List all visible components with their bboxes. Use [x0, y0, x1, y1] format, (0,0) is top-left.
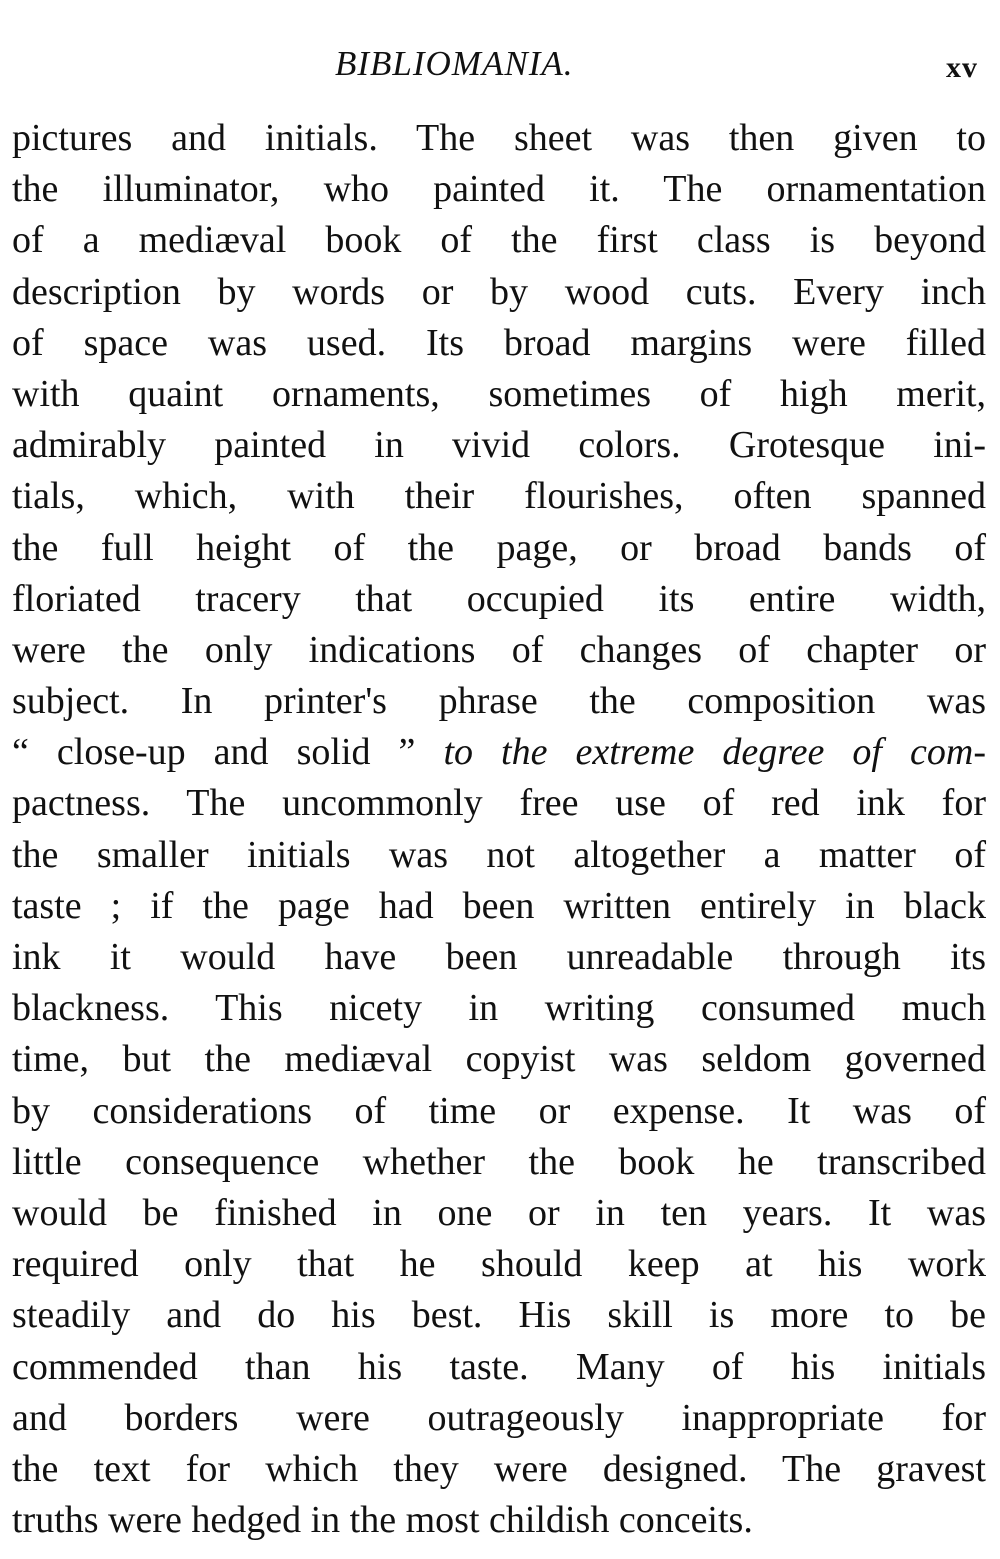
text-line-25: commended than his taste. Many of his initials: [12, 1345, 986, 1388]
text-line-6: with quaint ornaments, sometimes of high merit,: [12, 372, 986, 415]
text-line-11: were the only indications of changes of chapter or: [12, 628, 986, 671]
italic-phrase: to the extreme degree of com-: [443, 731, 986, 774]
text-line-26: and borders were outrageously inappropriate for: [12, 1396, 986, 1439]
text-line-20: by considerations of time or expense. It was of: [12, 1089, 986, 1132]
text-line-19: time, but the mediæval copyist was seldom governed: [12, 1038, 986, 1081]
page-number: xv: [946, 51, 978, 84]
running-title: BIBLIOMANIA.: [335, 44, 574, 83]
text-line-24: steadily and do his best. His skill is more to be: [12, 1294, 986, 1337]
text-line-14: pactness. The uncommonly free use of red ink for: [12, 782, 986, 825]
text-line-16: taste ; if the page had been written entirely in black: [12, 884, 986, 927]
text-line-17: ink it would have been unreadable through its: [12, 936, 986, 978]
text-line-15: the smaller initials was not altogether a matter of: [12, 833, 986, 876]
text-line-8: tials, which, with their flourishes, often spanned: [12, 475, 986, 518]
text-line-22: would be finished in one or in ten years. It was: [12, 1191, 986, 1234]
text-line-9: the full height of the page, or broad bands of: [12, 526, 986, 569]
quoted-phrase: “ close-up and solid ”: [12, 731, 444, 774]
text-line-13: [12, 727, 986, 778]
running-head: [0, 44, 1000, 94]
text-line-21: little consequence whether the book he transcribed: [12, 1140, 986, 1183]
text-line-1: pictures and initials. The sheet was then given to: [12, 117, 986, 159]
text-line-7: admirably painted in vivid colors. Grotesque ini-: [12, 424, 986, 467]
text-line-5: of space was used. Its broad margins were filled: [12, 321, 986, 364]
text-line-23: required only that he should keep at his work: [12, 1243, 986, 1286]
text-line-18: blackness. This nicety in writing consumed much: [12, 987, 986, 1030]
text-line-28: truths were hedged in the most childish conceits.: [12, 1499, 753, 1542]
text-line-4: description by words or by wood cuts. Every inch: [12, 270, 986, 313]
text-line-10: floriated tracery that occupied its entire width,: [12, 577, 986, 620]
text-line-3: of a mediæval book of the first class is beyond: [12, 219, 986, 262]
text-line-12: subject. In printer's phrase the composition was: [12, 680, 986, 723]
body-text: [12, 113, 986, 1546]
text-line-2: the illuminator, who painted it. The ornamentation: [12, 168, 986, 211]
text-line-27: the text for which they were designed. The gravest: [12, 1447, 986, 1490]
